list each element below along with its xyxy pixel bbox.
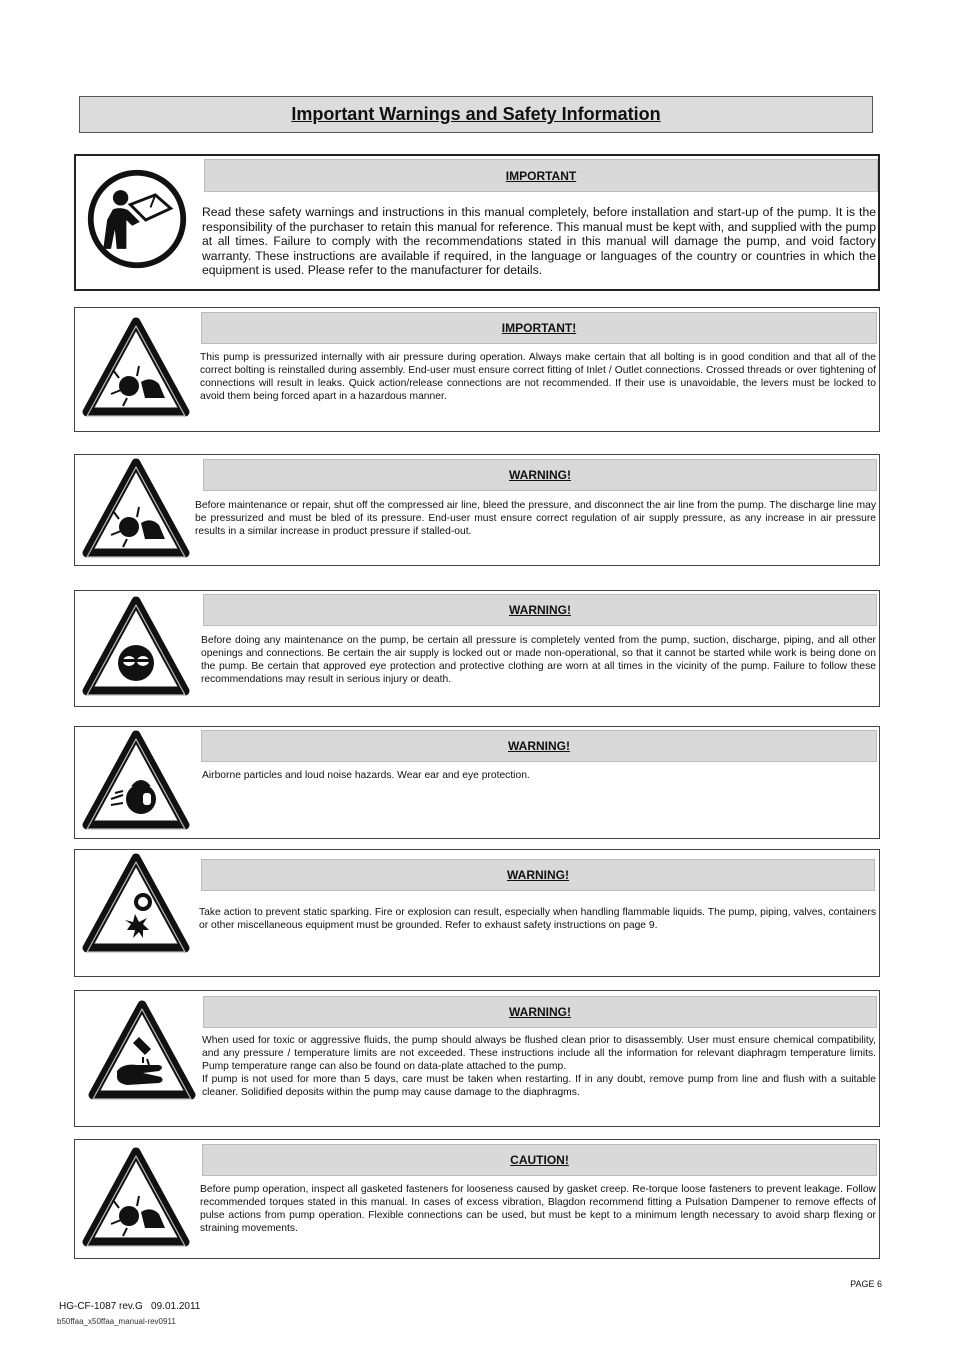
notice-text: Airborne particles and loud noise hazards. Wear ear and eye protection.: [202, 770, 530, 781]
notice-text: Before maintenance or repair, shut off the compressed air line, bleed the pressure, and disconnect the air line from the pump. The discharge line may be pressurized and must be bled of its pressure. End-user must ensure correct regulation of air supply pressure, as any increase in air pressure results in a similar increase in product pressure if stalled-out.: [195, 500, 876, 537]
notice-heading: CAUTION!: [510, 1153, 569, 1167]
notice-header: [204, 159, 878, 192]
notice-warning-airborne-particles: [74, 726, 880, 839]
notice-warning-static-sparking: [74, 849, 880, 977]
notice-header: [201, 312, 877, 344]
notice-heading: IMPORTANT: [505, 168, 577, 183]
notice-heading: IMPORTANT!: [501, 321, 577, 335]
notice-important-pressurized: [74, 307, 880, 432]
corrosive-warning-icon: [87, 999, 197, 1109]
notice-header: [203, 996, 877, 1028]
pressure-burst-warning-icon: [81, 457, 191, 567]
notice-header: [203, 594, 877, 626]
notice-header: [203, 459, 877, 491]
notice-heading: WARNING!: [509, 1005, 571, 1019]
notice-text: Take action to prevent static sparking. Fire or explosion can result, especially when handling flammable liquids. The pump, piping, valves, containers or other miscellaneous equipment must be grounded. Refer to exhaust safety instructions on page 9.: [199, 907, 876, 931]
notice-text: Before pump operation, inspect all gasketed fasteners for looseness caused by gasket creep. Re-torque loose fasteners to prevent leakage. Follow recommended torques stated in this manual. In cases of excess vibration, Blagdon recommend fitting a Pulsation Dampener to remove effects of pulse actions from pump operation. Flexible connections can be used, but must be kept to a minimum length necessary to avoid sharp flexing or straining movements.: [200, 1184, 876, 1234]
page-title-banner: [79, 96, 873, 133]
notice-important-read-manual: [74, 154, 880, 291]
notice-header: [202, 1144, 877, 1176]
eye-protection-warning-icon: [81, 595, 191, 705]
notice-heading: WARNING!: [509, 468, 571, 482]
notice-caution-gasket-fasteners: [74, 1139, 880, 1259]
notice-warning-maintenance: [74, 454, 880, 566]
notice-warning-vent-pressure: [74, 590, 880, 707]
file-reference: b50ffaa_x50ffaa_manual-rev0911: [57, 1317, 176, 1326]
notice-header: [201, 730, 877, 762]
notice-heading: WARNING!: [507, 868, 569, 882]
pressure-burst-warning-icon: [81, 316, 191, 426]
notice-text: This pump is pressurized internally with air pressure during operation. Always make certain that all bolting is in good condition and that all of the correct bolting is reinstalled during assembly. End-user must ensure correct fitting of Inlet / Outlet connections. Crossed threads or over tightening of connections will result in leaks. Quick action/release connections are not recommended. If their use is unavoidable, the levers must be locked to avoid them being forced apart in a hazardous manner.: [200, 352, 876, 402]
page-number: PAGE 6: [850, 1279, 882, 1289]
explosion-warning-icon: [81, 852, 191, 962]
read-manual-icon: [84, 166, 190, 272]
notice-text: Before doing any maintenance on the pump, be certain all pressure is completely vented from the pump, suction, discharge, piping, and all other openings and connections. Be certain the air supply is locked out or made non-operational, so that it cannot be started while work is being done on the pump. Be certain that approved eye protection and protective clothing are worn at all times in the vicinity of the pump. Failure to follow these recommendations may result in serious injury or death.: [201, 635, 876, 685]
notice-text: When used for toxic or aggressive fluids, the pump should always be flushed clean prior to disassembly. User must ensure chemical compatibility, and any pressure / temperature limits are not exceeded. These instructions include all the information for relevant diaphragm temperature limits. Pump temperature range can also be found on data-plate attached to the pump. If pump is not used for more than 5 days, care must be taken when restarting. If in any doubt, remove pump from line and flush with a suitable cleaner. Solidified deposits within the pump may cause damage to the diaphragms.: [202, 1035, 876, 1098]
notice-warning-toxic-fluids: [74, 990, 880, 1127]
ear-eye-protection-warning-icon: [81, 729, 191, 839]
page-title: Important Warnings and Safety Information: [291, 104, 661, 124]
notice-heading: WARNING!: [508, 739, 570, 753]
notice-header: [201, 859, 875, 891]
document-reference: HG-CF-1087 rev.G 09.01.2011: [59, 1301, 201, 1312]
notice-heading: WARNING!: [509, 603, 571, 617]
notice-text: Read these safety warnings and instructions in this manual completely, before installation and start-up of the pump. It is the responsibility of the purchaser to retain this manual for reference. This manual must be kept with, and supplied with the pump at all times. Failure to comply with the recommendations stated in this manual will damage the pump, and void factory warranty. These instructions are available if required, in the language or languages of the country or countries in which the equipment is used. Please refer to the manufacturer for details.: [202, 205, 876, 278]
pressure-burst-warning-icon: [81, 1146, 191, 1256]
